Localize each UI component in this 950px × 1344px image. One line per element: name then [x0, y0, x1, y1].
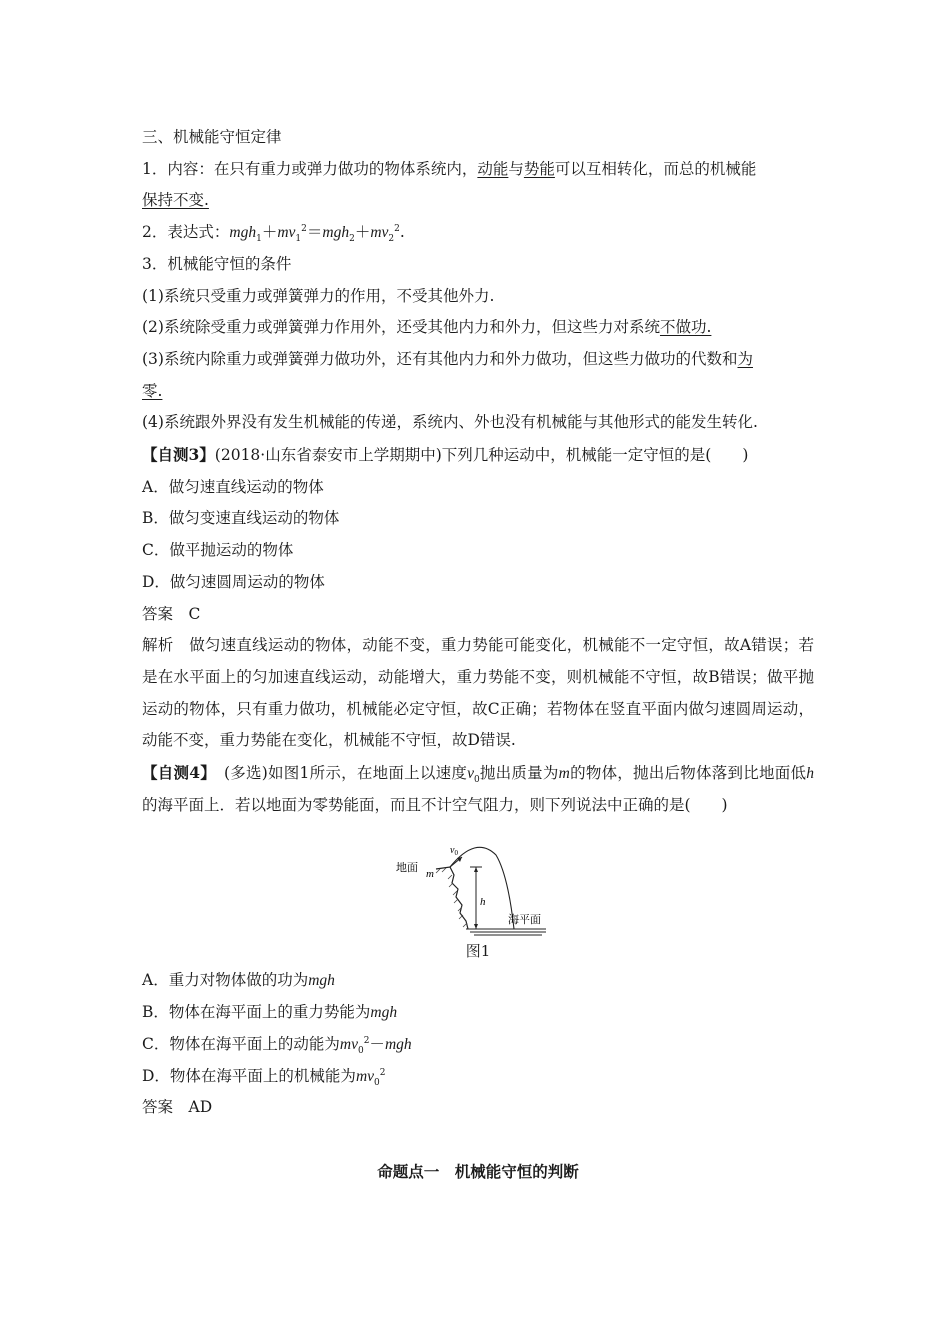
document-page [142, 122, 814, 1188]
question-3-option-c: C．做平抛运动的物体 [142, 541, 294, 560]
sea-level-label: 海平面 [508, 913, 541, 927]
projectile-diagram [396, 825, 556, 937]
item-1-line-1: 1．内容：在只有重力或弹力做功的物体系统内，动能与势能可以互相转化，而总的机械能 [142, 159, 757, 178]
question-3-option-a: A．做匀速直线运动的物体 [142, 477, 324, 496]
item-3-title: 3．机械能守恒的条件 [142, 254, 292, 273]
question-4-option-d: D．物体在海平面上的机械能为$mv_0^2$ [142, 1066, 386, 1088]
item-1-line-2: 保持不变. [142, 191, 209, 210]
question-3-analysis: 解析 做匀速直线运动的物体，动能不变，重力势能可能变化，机械能不一定守恒，故A错误；若是在水平面上的匀加速直线运动，动能增大，重力势能不变，则机械能不守恒，故B错误；做平抛运动的物体，只有重力做功，机械能必定守恒，故C正确；若物体在竖直平面内做匀速圆周运动，动能不变，重力势能在变化，机械能不守恒，故D错误. [142, 636, 814, 750]
question-3-option-b: B．做匀变速直线运动的物体 [142, 509, 340, 528]
question-4-option-b: B．物体在海平面上的重力势能为mgh [142, 1003, 398, 1022]
item-2-formula: 2．表达式：$mgh_1+mv_1^2=mgh_2+mv_2^2$. [142, 223, 405, 245]
figure-1-caption: 图1 [465, 942, 491, 961]
velocity-label: $v_0$ [450, 845, 458, 858]
condition-2: (2)系统除受重力或弹簧弹力作用外，还受其他内力和外力，但这些力对系统不做功. [142, 318, 712, 337]
question-3-option-d: D．做匀速圆周运动的物体 [142, 572, 325, 591]
question-4-answer: 答案 AD [142, 1098, 213, 1117]
height-label: h [480, 896, 486, 909]
condition-4: (4)系统跟外界没有发生机械能的传递，系统内、外也没有机械能与其他形式的能发生转化. [142, 413, 758, 432]
mass-label: m [426, 868, 434, 881]
condition-1: (1)系统只受重力或弹簧弹力的作用，不受其他外力. [142, 286, 495, 305]
question-3-stem: 【自测3】(2018·山东省泰安市上学期期中)下列几种运动中，机械能一定守恒的是( ) [142, 445, 749, 465]
condition-3-line-1: (3)系统内除重力或弹簧弹力做功外，还有其他内力和外力做功，但这些力做功的代数和为 [142, 349, 753, 368]
question-4-stem: 【自测4】 (多选)如图1所示，在地面上以速度$v_0$抛出质量为m的物体，抛出后物体落到比地面低h的海平面上．若以地面为零势能面，而且不计空气阻力，则下列说法中正确的是( ) [142, 763, 814, 814]
cliff-hatching [436, 868, 467, 927]
section-heading: 命题点一 机械能守恒的判断 [377, 1161, 579, 1181]
section-title: 三、机械能守恒定律 [142, 128, 282, 146]
question-4-option-a: A．重力对物体做的功为mgh [142, 971, 335, 990]
figure-1 [142, 825, 814, 939]
question-4-option-c: C．物体在海平面上的动能为$mv_0^2-mgh$ [142, 1034, 412, 1056]
cliff-outline [436, 867, 468, 929]
ground-label: 地面 [396, 861, 418, 875]
condition-3-line-2: 零. [142, 381, 163, 400]
sea-surface [466, 929, 546, 935]
question-3-answer: 答案 C [142, 604, 201, 623]
